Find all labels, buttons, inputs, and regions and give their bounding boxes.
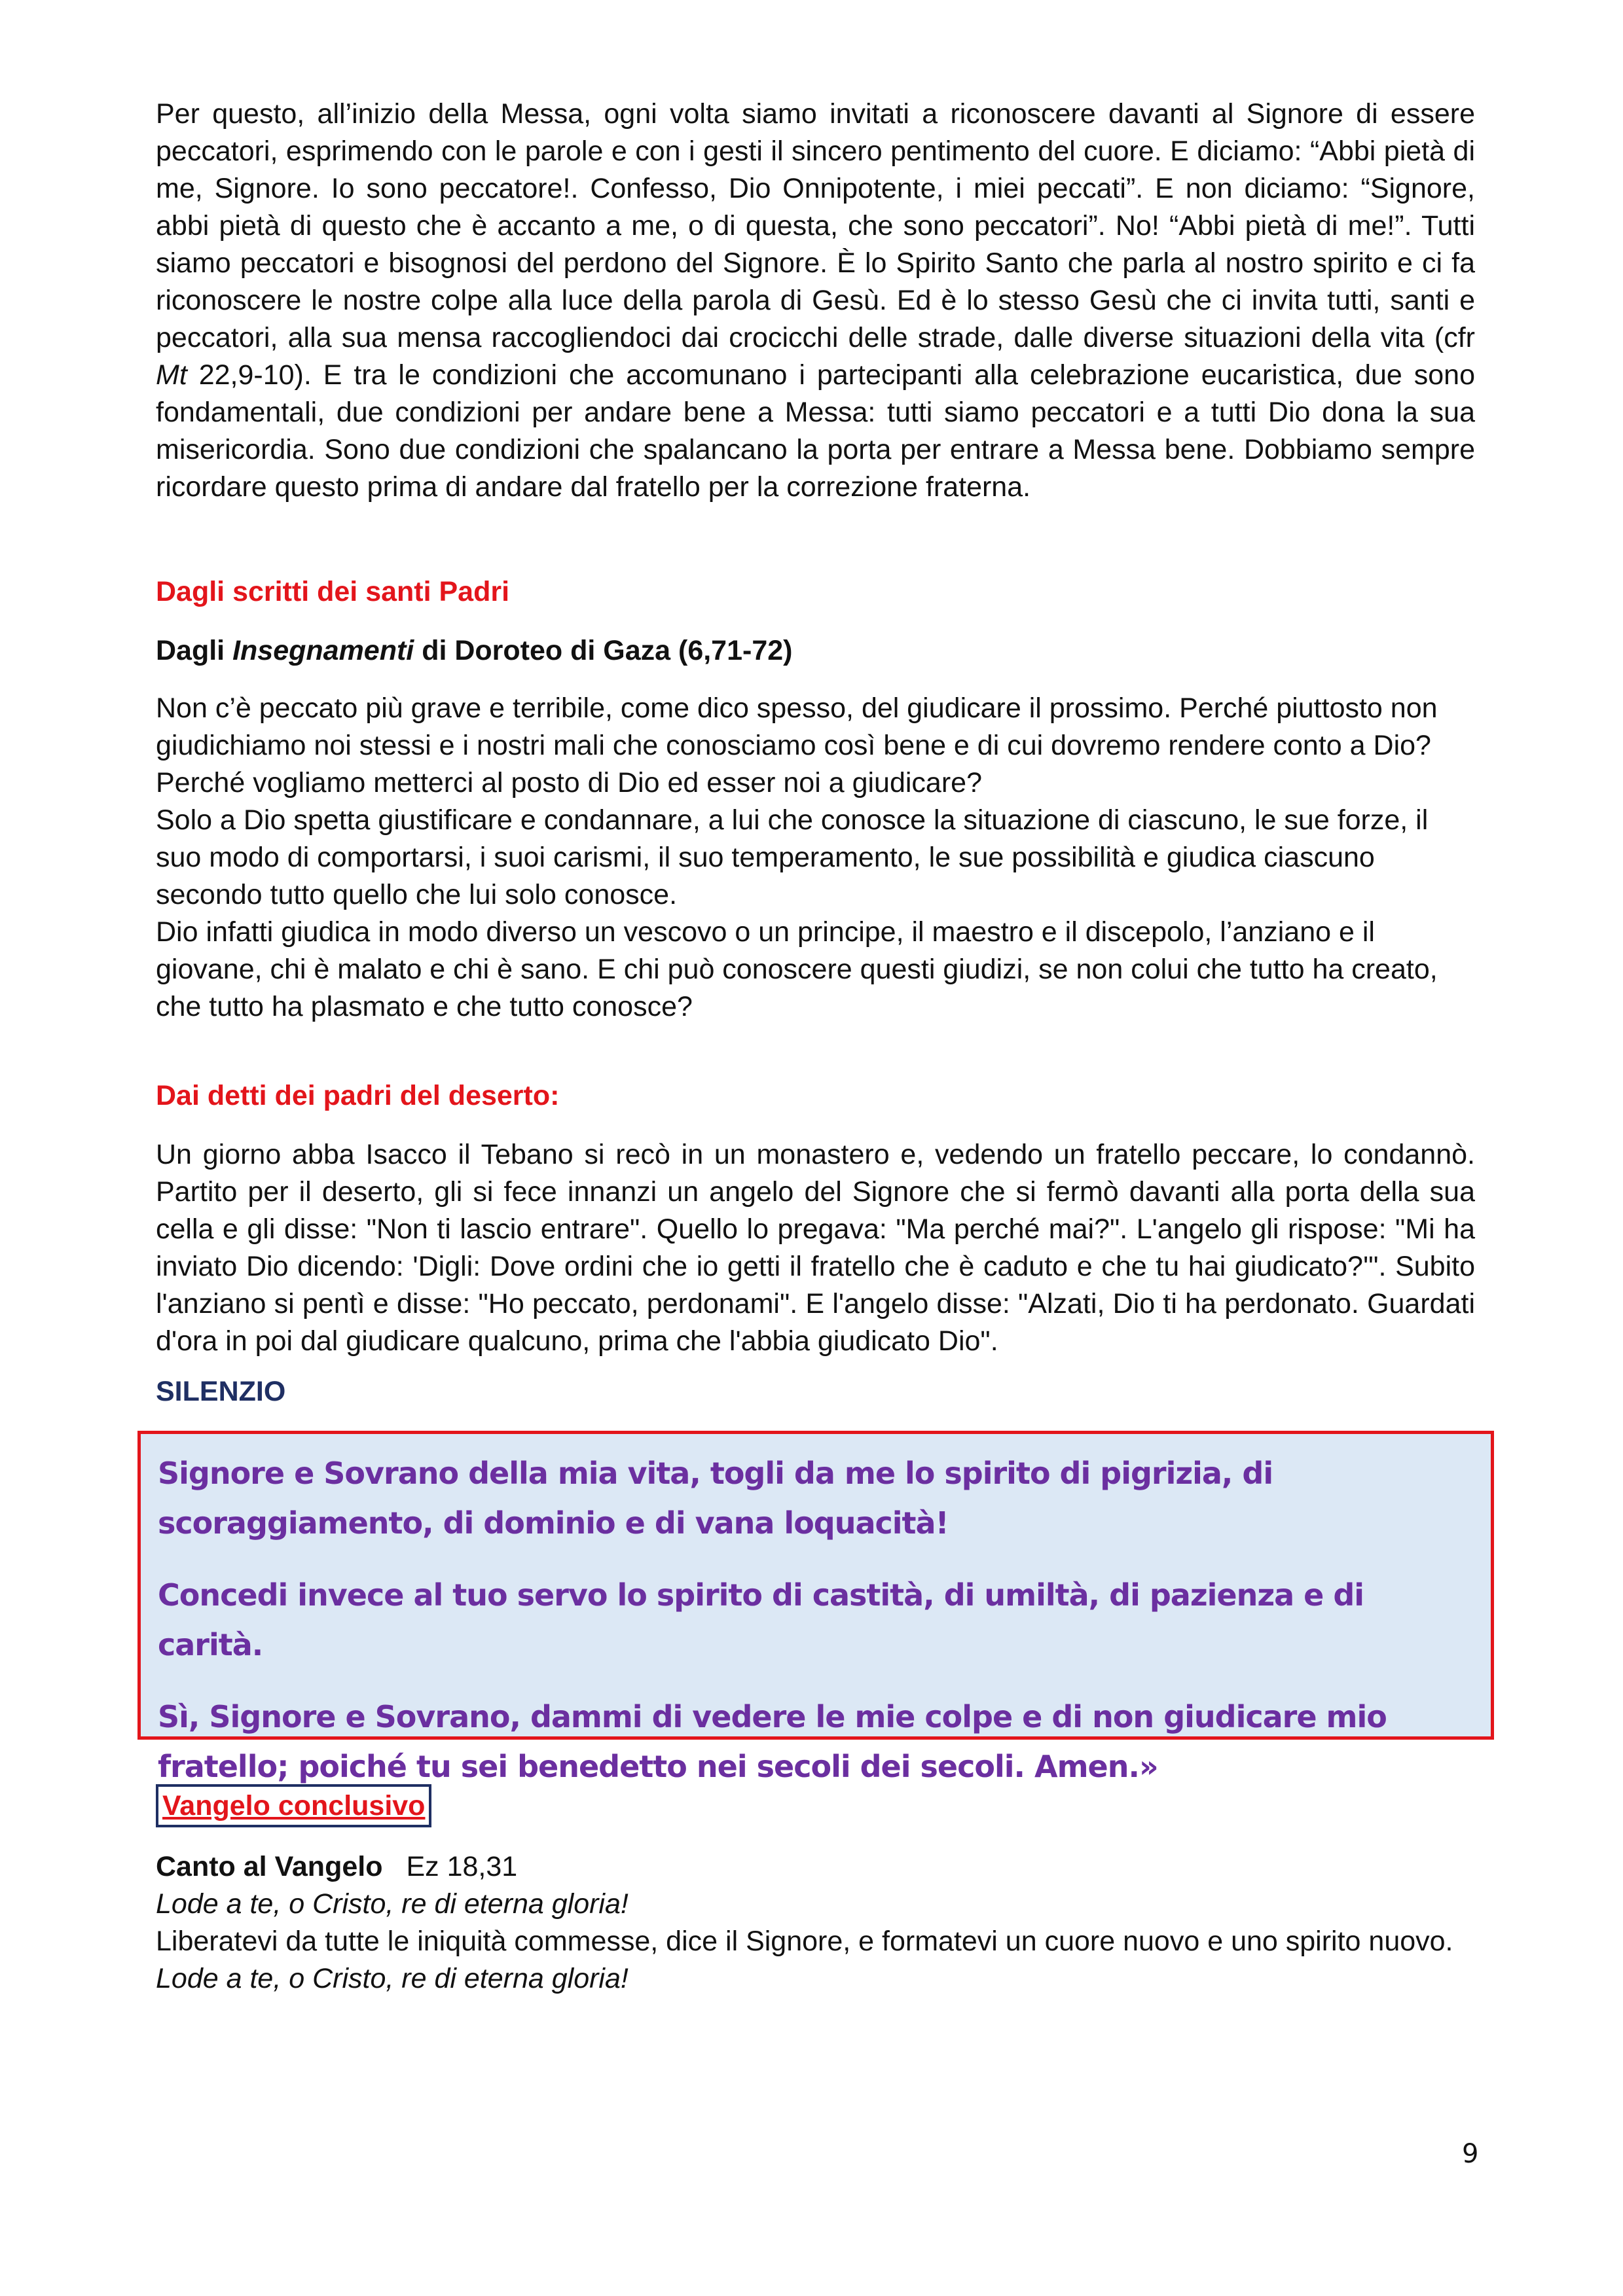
canto-refrain-repeat: Lode a te, o Cristo, re di eterna gloria!	[156, 1963, 629, 1994]
deserto-heading: Dai detti dei padri del deserto:	[156, 1080, 560, 1111]
subheading-part-1: Dagli	[156, 635, 233, 666]
page-number: 9	[1462, 2139, 1479, 2169]
canto-reference: Ez 18,31	[406, 1851, 518, 1882]
deserto-body	[156, 1136, 1475, 1360]
subheading-italic-title: Insegnamenti	[232, 635, 414, 666]
padri-subheading-text	[156, 632, 1475, 670]
padri-paragraph-1: Non c’è peccato più grave e terribile, come dico spesso, del giudicare il prossimo. Perché piuttosto non giudichiamo noi stessi e i nostri mali che conosciamo così bene e di cui dovremo rendere conto a Dio? Perché vogliamo metterci al posto di Dio ed esser noi a giudicare?	[156, 692, 1438, 798]
padri-paragraph-2: Solo a Dio spetta giustificare e condannare, a lui che conosce la situazione di ciascuno, le sue forze, il suo modo di comportarsi, i suoi carismi, il suo temperamento, le sue possibilità e giudica ciascuno secondo tutto quello che lui solo conosce.	[156, 804, 1429, 910]
subheading-part-2: di Doroteo di Gaza (6,71-72)	[414, 635, 793, 666]
vangelo-label-box	[156, 1784, 431, 1827]
intro-paragraph	[156, 96, 1475, 506]
prayer-box	[137, 1431, 1494, 1784]
canto-section	[156, 1848, 1475, 1998]
deserto-paragraph: Un giorno abba Isacco il Tebano si recò in un monastero e, vedendo un fratello peccare, lo condannò. Partito per il deserto, gli si fece innanzi un angelo del Signore che si fermò davanti alla porta della sua cella e gli disse: "Non ti lascio entrare". Quello lo pregava: "Ma perché mai?". L'angelo gli rispose: "Mi ha inviato Dio dicendo: 'Digli: Dove ordini che io getti il fratello che è caduto e che tu hai giudicato?'". Subito l'anziano si pentì e disse: "Ho peccato, perdonami". E l'angelo disse: "Alzati, Dio ti ha perdonato. Guardati d'ora in poi dal giudicare qualcuno, prima che l'abbia giudicato Dio".	[156, 1139, 1475, 1357]
intro-text-part-1: Per questo, all’inizio della Messa, ogni volta siamo invitati a riconoscere davanti al Signore di essere peccatori, esprimendo con le parole e con i gesti il sincero pentimento del cuore. E diciamo: “Abbi pietà di me, Signore. Io sono peccatore!. Confesso, Dio Onnipotente, i miei peccati”. E non diciamo: “Signore, abbi pietà di questo che è accanto a me, o di questa, che sono peccatori”. No! “Abbi pietà di me!”. Tutti siamo peccatori e bisognosi del perdono del Signore. È lo Spirito Santo che parla al nostro spirito e ci fa riconoscere le nostre colpe alla luce della parola di Gesù. Ed è lo stesso Gesù che ci invita tutti, santi e peccatori, alla sua mensa raccogliendoci dai crocicchi delle strade, dalle diverse situazioni della vita (cfr	[156, 98, 1475, 353]
prayer-line-3: Sì, Signore e Sovrano, dammi di vedere le mie colpe e di non giudicare mio fratello; poiché tu sei benedetto nei secoli dei secoli. Amen.»	[158, 1699, 1387, 1784]
canto-heading-line	[156, 1848, 1475, 1886]
padri-body	[156, 690, 1475, 1026]
canto-refrain: Lode a te, o Cristo, re di eterna gloria!	[156, 1888, 629, 1920]
silenzio-heading: SILENZIO	[156, 1376, 286, 1407]
deserto-section	[156, 1077, 1475, 1115]
padri-subheading	[156, 632, 1475, 670]
prayer-line-2: Concedi invece al tuo servo lo spirito di castità, di umiltà, di pazienza e di carità.	[158, 1577, 1364, 1662]
vangelo-label: Vangelo conclusivo	[162, 1790, 426, 1821]
padri-paragraph-3: Dio infatti giudica in modo diverso un vescovo o un principe, il maestro e il discepolo, l’anziano e il giovane, chi è malato e chi è sano. E chi può conoscere questi giudizi, se non colui che tutto ha creato, che tutto ha plasmato e che tutto conosce?	[156, 916, 1438, 1022]
padri-heading: Dagli scritti dei santi Padri	[156, 576, 510, 607]
canto-verse: Liberatevi da tutte le iniquità commesse, dice il Signore, e formatevi un cuore nuovo e uno spirito nuovo.	[156, 1926, 1453, 1957]
prayer-line-1: Signore e Sovrano della mia vita, togli da me lo spirito di pigrizia, di scoraggiamento, di dominio e di vana loquacità!	[158, 1456, 1273, 1541]
intro-text-part-2: 22,9-10). E tra le condizioni che accomunano i partecipanti alla celebrazione eucaristica, due sono fondamentali, due condizioni per andare bene a Messa: tutti siamo peccatori e a tutti Dio dona la sua misericordia. Sono due condizioni che spalancano la porta per entrare a Messa bene. Dobbiamo sempre ricordare questo prima di andare dal fratello per la correzione fraterna.	[156, 359, 1475, 503]
silenzio-section	[156, 1373, 1475, 1410]
canto-heading: Canto al Vangelo	[156, 1851, 383, 1882]
padri-section	[156, 573, 1475, 611]
intro-paragraph-text	[156, 96, 1475, 506]
scripture-ref-italic: Mt	[156, 359, 187, 391]
